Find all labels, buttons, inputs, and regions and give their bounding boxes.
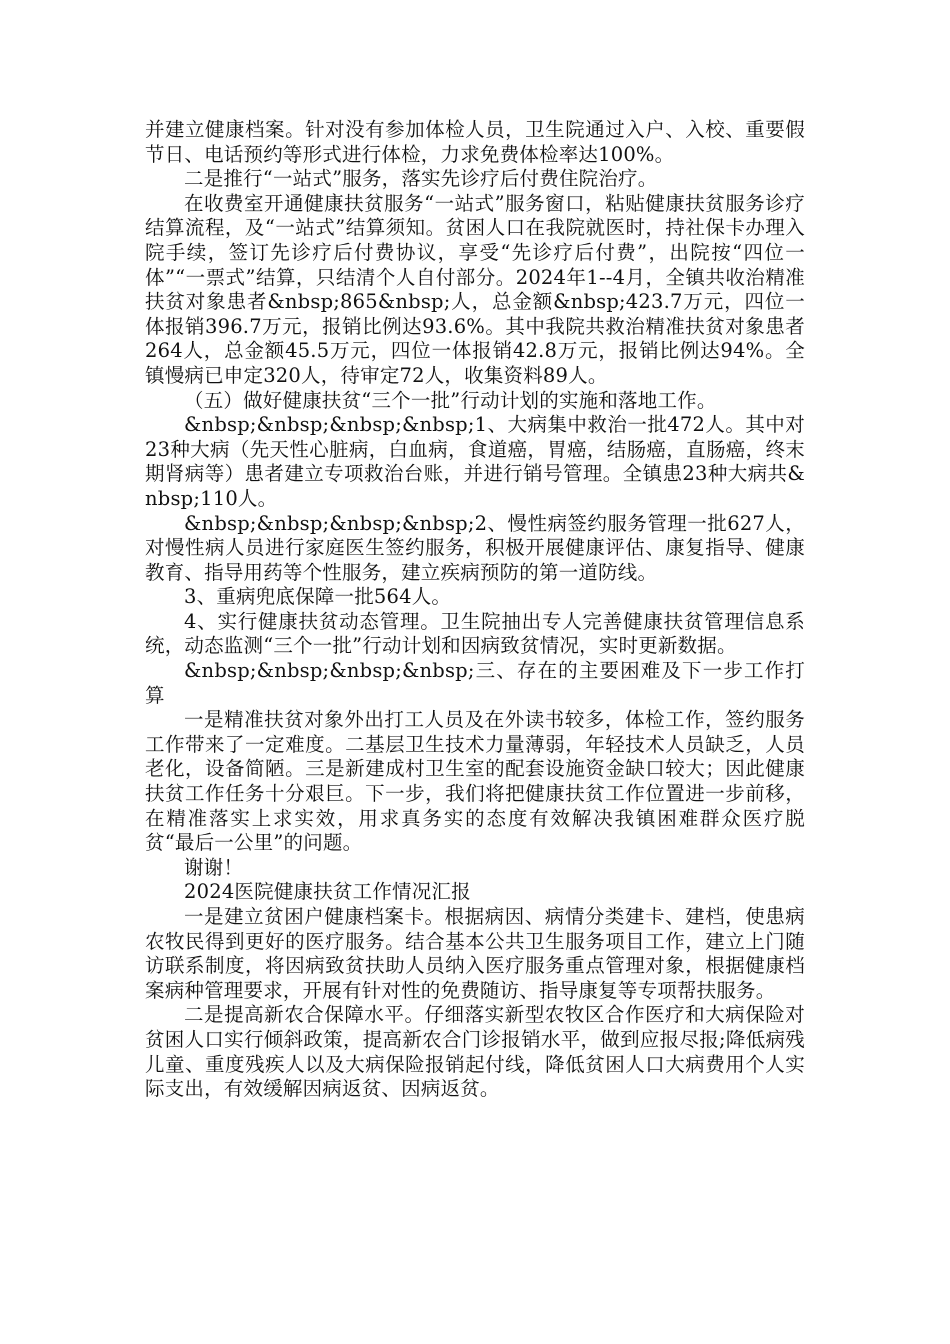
- paragraph-2: 二是推行“一站式”服务，落实先诊疗后付费住院治疗。: [184, 167, 658, 191]
- paragraph-13: 一是建立贫困户健康档案卡。根据病因、病情分类建卡、建档，使患病农牧民得到更好的医疗服务。结合基本公共卫生服务项目工作，建立上门随访联系制度，将因病致贫扶助人员纳入医疗服务重点管理对象，根据健康档案病种管理要求，开展有针对性的免费随访、指导康复等专项帮扶服务。: [145, 905, 805, 1002]
- paragraph-9: &nbsp;&nbsp;&nbsp;&nbsp;三、存在的主要困难及下一步工作打算: [145, 659, 805, 707]
- paragraph-1: 并建立健康档案。针对没有参加体检人员，卫生院通过入户、入校、重要假节日、电话预约等形式进行体检，力求免费体检率达100%。: [145, 118, 805, 166]
- paragraph-8: 4、实行健康扶贫动态管理。卫生院抽出专人完善健康扶贫管理信息系统，动态监测“三个一批”行动计划和因病致贫情况，实时更新数据。: [145, 609, 805, 658]
- paragraph-7: 3、重病兜底保障一批564人。: [184, 585, 452, 609]
- paragraph-10: 一是精准扶贫对象外出打工人员及在外读书较多，体检工作，签约服务工作带来了一定难度。二基层卫生技术力量薄弱，年轻技术人员缺乏，人员老化，设备简陋。三是新建成村卫生室的配套设施资金缺口较大；因此健康扶贫工作任务十分艰巨。下一步，我们将把健康扶贫工作位置进一步前移，在精准落实上求实效，用求真务实的态度有效解决我镇困难群众医疗脱贫“最后一公里”的问题。: [145, 708, 805, 855]
- paragraph-5: &nbsp;&nbsp;&nbsp;&nbsp;1、大病集中救治一批472人。其中对23种大病（先天性心脏病，白血病，食道癌，胃癌，结肠癌，直肠癌，终末期肾病等）患者建立专项救治台账，并进行销号管理。全镇患23种大病共&nbsp;110人。: [145, 413, 805, 510]
- paragraph-14: 二是提高新农合保障水平。仔细落实新型农牧区合作医疗和大病保险对贫困人口实行倾斜政策，提高新农合门诊报销水平，做到应报尽报;降低病残儿童、重度残疾人以及大病保险报销起付线，降低贫困人口大病费用个人实际支出，有效缓解因病返贫、因病返贫。: [145, 1003, 805, 1101]
- paragraph-6: &nbsp;&nbsp;&nbsp;&nbsp;2、慢性病签约服务管理一批627人，对慢性病人员进行家庭医生签约服务，积极开展健康评估、康复指导、健康教育、指导用药等个性服务，建立疾病预防的第一道防线。: [145, 511, 805, 584]
- paragraph-12: 2024医院健康扶贫工作情况汇报: [184, 880, 471, 904]
- paragraph-11: 谢谢！: [184, 855, 244, 879]
- document-body: [145, 118, 805, 1102]
- paragraph-4: （五）做好健康扶贫“三个一批”行动计划的实施和落地工作。: [184, 388, 717, 412]
- paragraph-3: 在收费室开通健康扶贫服务“一站式”服务窗口，粘贴健康扶贫服务诊疗结算流程，及“一站式”结算须知。贫困人口在我院就医时，持社保卡办理入院手续，签订先诊疗后付费协议，享受“先诊疗后付费”，出院按“四位一体”“一票式”结算，只结清个人自付部分。2024年1--4月，全镇共收治精准扶贫对象患者&nbsp;865&nbsp;人，总金额&nbsp;423.7万元，四位一体报销396.7万元，报销比例达93.6%。其中我院共救治精准扶贫对象患者264人，总金额45.5万元，四位一体报销42.8万元，报销比例达94%。全镇慢病已申定320人，待审定72人，收集资料89人。: [145, 191, 805, 387]
